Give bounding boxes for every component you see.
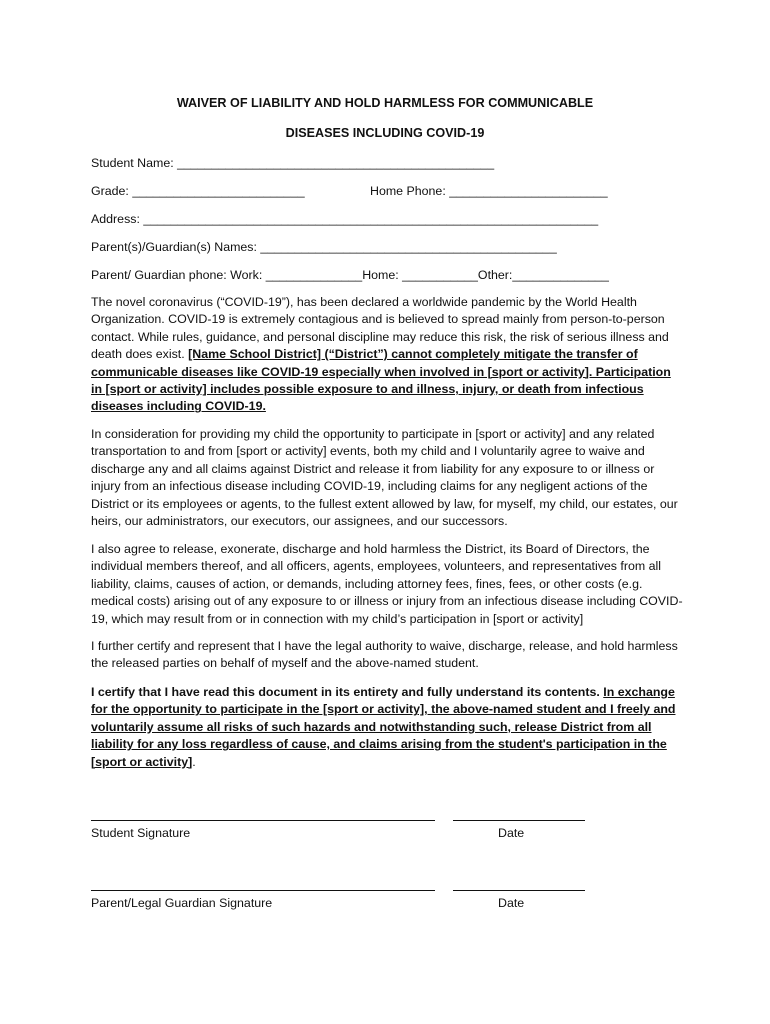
- certification-emphasis: In exchange for the opportunity to participate in the [sport or activity], the above-named student and I freely and voluntarily assume all risks of such hazards and notwithstanding such, release District from all liability for any loss regardless of cause, and claims arising from the student's participation in the [sport or activity]: [91, 685, 676, 769]
- paragraph-consideration: In consideration for providing my child the opportunity to participate in [sport or activity] and any related transportation to and from [sport or activity] events, both my child and I voluntarily agree to waive and discharge any and all claims against District and release it from liability for any exposure to or illness or injury from an infectious disease including COVID-19, including claims for any negligent actions of the District or its employees or agents, to the fullest extent allowed by law, for myself, my child, our estates, our heirs, our administrators, our executors, our assignees, and our successors.: [91, 427, 678, 529]
- paragraph-authority: I further certify and represent that I have the legal authority to waive, discharge, release, and hold harmless the released parties on behalf of myself and the above-named student.: [91, 639, 678, 671]
- document-title-line-1: WAIVER OF LIABILITY AND HOLD HARMLESS FOR COMMUNICABLE: [176, 96, 594, 110]
- guardian-names-field[interactable]: Parent(s)/Guardian(s) Names: ___________________________________________: [91, 240, 557, 254]
- student-name-field[interactable]: Student Name: ______________________________________________: [91, 156, 495, 170]
- student-date-line[interactable]: [453, 820, 585, 821]
- home-phone-field[interactable]: Home Phone: _______________________: [370, 184, 608, 198]
- certification-end: .: [192, 754, 196, 769]
- guardian-phone-field[interactable]: Parent/ Guardian phone: Work: ______________Home: ___________Other:______________: [91, 268, 609, 282]
- document-title-line-2: DISEASES INCLUDING COVID-19: [285, 126, 485, 140]
- parent-date-label: Date: [498, 896, 525, 910]
- address-field[interactable]: Address: __________________________________________________________________: [91, 212, 599, 226]
- paragraph-release: I also agree to release, exonerate, discharge and hold harmless the District, its Board of Directors, the individual members thereof, and all officers, agents, employees, volunteers, and representatives from all liability, claims, causes of action, or demands, including attorney fees, fines, fees, or other costs (e.g. medical costs) arising out of any exposure to or illness or injury from an infectious disease including COVID-19, which may result from or in connection with my child’s participation in [sport or activity]: [91, 542, 683, 626]
- student-signature-label: Student Signature: [91, 826, 191, 840]
- parent-signature-label: Parent/Legal Guardian Signature: [91, 896, 273, 910]
- parent-date-line[interactable]: [453, 890, 585, 891]
- grade-field[interactable]: Grade: _________________________: [91, 184, 305, 198]
- student-signature-line[interactable]: [91, 820, 435, 821]
- paragraph-covid-risk: [91, 294, 683, 416]
- certification-statement: I certify that I have read this document in its entirety and fully understand its contents.: [91, 685, 604, 699]
- parent-signature-line[interactable]: [91, 890, 435, 891]
- paragraph-covid-risk-text: The novel coronavirus (“COVID-19”), has been declared a worldwide pandemic by the World Health Organization. COVID-19 is extremely contagious and is believed to spread mainly from person-to-person contact. While rules, guidance, and personal discipline may reduce this risk, the risk of serious illness and death does exist.: [91, 295, 669, 362]
- paragraph-certification: [91, 684, 683, 771]
- paragraph-covid-risk-emphasis: [Name School District] (“District”) cannot completely mitigate the transfer of communicable diseases like COVID-19 especially when involved in [sport or activity]. Participation in [sport or activity] includes possible exposure to and illness, injury, or death from infectious diseases including COVID-19.: [91, 347, 671, 414]
- student-date-label: Date: [498, 826, 525, 840]
